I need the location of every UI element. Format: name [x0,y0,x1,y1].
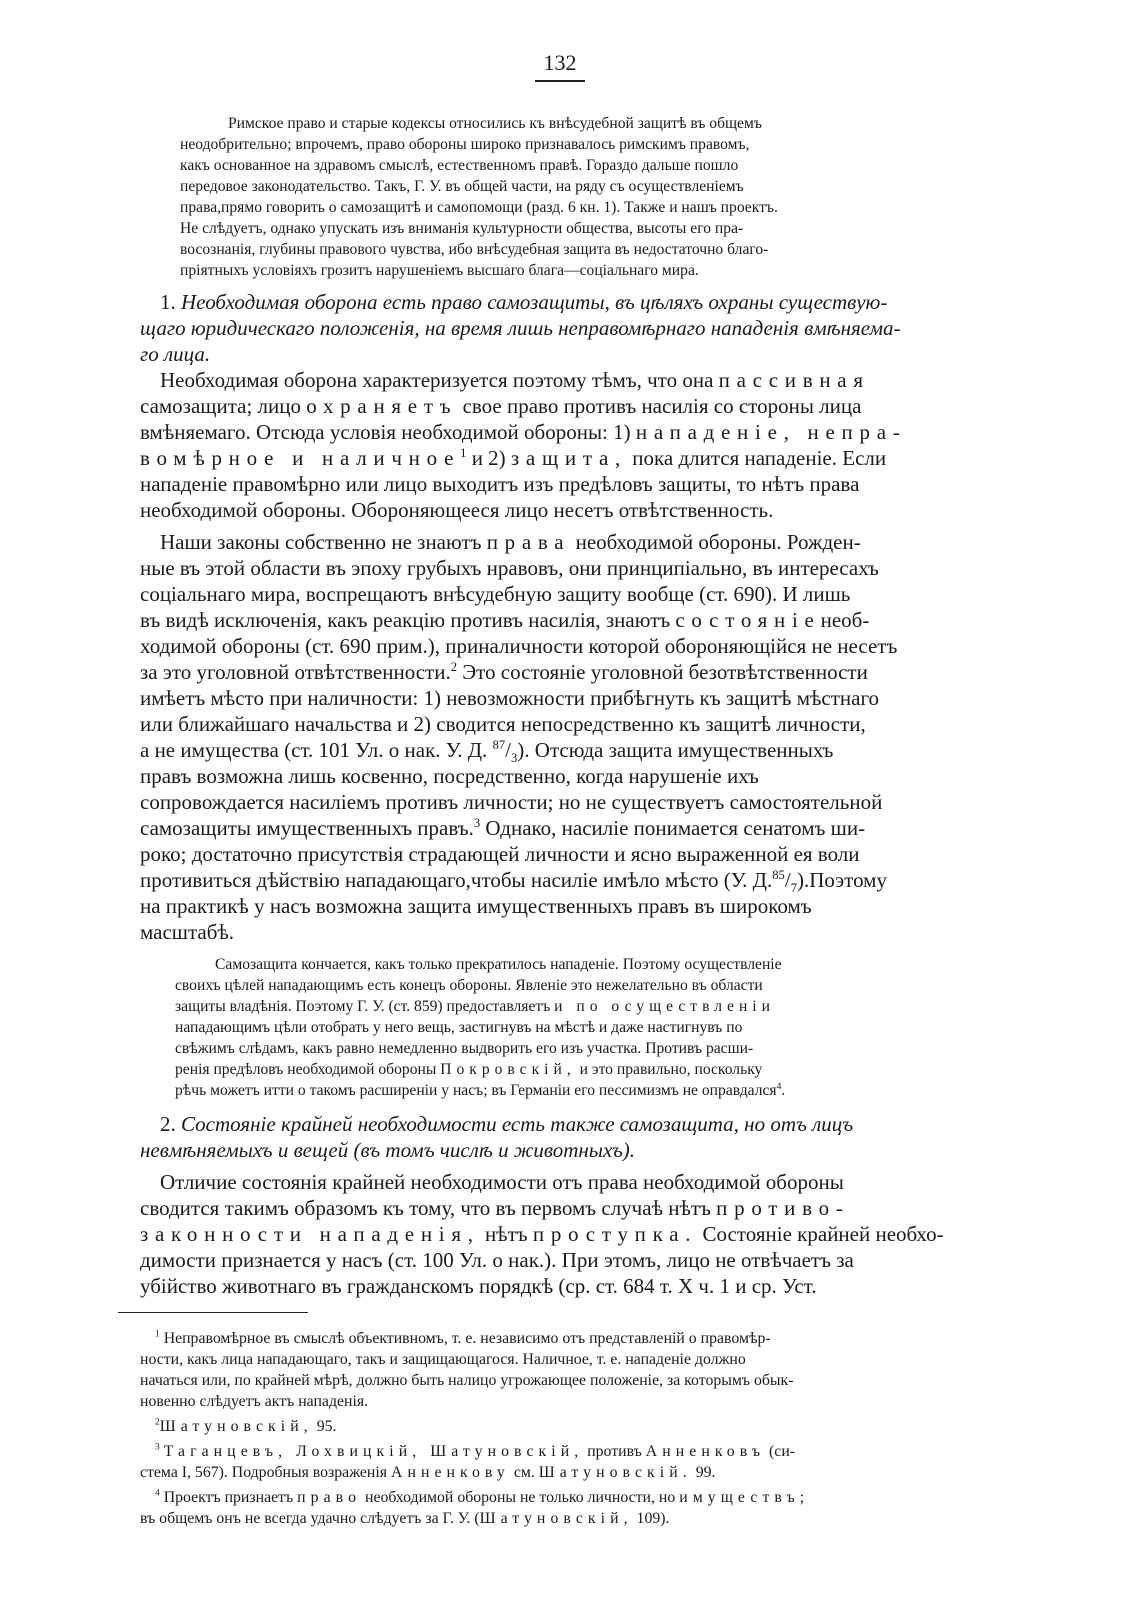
intro-line: какъ основанное на здравомъ смыслѣ, естественномъ правѣ. Гораздо дальше пошло [180,157,739,174]
paragraph-line: масштабѣ. [140,920,235,944]
paragraph-line: на практикѣ у насъ возможна защита имущественныхъ правъ въ широкомъ [140,894,812,918]
text-run: ). Отсюда защита имущественныхъ [517,738,834,762]
text-run: въ общемъ онъ не всегда удачно слѣдуетъ за Г. У. ( [140,1510,480,1527]
paragraph-line [140,1222,944,1247]
note-line [175,1061,762,1079]
text-run: самозащита; лицо [140,394,302,418]
footnote-line [140,1510,669,1528]
paragraph-line [140,446,886,471]
note-line [175,998,775,1016]
paragraph-line [140,420,906,445]
spaced-term: пассивная [718,368,870,392]
spaced-term: Шатуновскій, [479,1510,633,1527]
spaced-term: Шатуновскій. [538,1464,692,1481]
footnote-1 [155,1330,771,1348]
text-run: сводится такимъ образомъ къ тому, что въ первомъ случаѣ нѣтъ [140,1196,711,1220]
text-run: Состояніе крайней необхо- [702,1222,944,1246]
footnote-line: начаться или, по крайней мѣрѣ, должно быть налицо угрожающее положеніе, за которымъ обык- [140,1372,794,1389]
footnote-4 [155,1489,809,1507]
spaced-term: проступка. [532,1222,698,1246]
text-run: необходимой обороны не только личности, но [365,1489,676,1506]
paragraph-line [140,816,865,841]
text-run: Наши законы собственно не знаютъ [160,530,482,554]
spaced-term: и по осуществленіи [554,998,775,1015]
footnote-number: 1 [155,1329,160,1340]
text-run: Однако, насиліе понимается сенатомъ ши- [480,816,866,840]
text-run: самозащиты имущественныхъ правъ. [140,816,474,840]
page-number-rule [535,80,585,82]
spaced-term: права [486,530,571,554]
section-heading-line: го лица. [140,342,211,366]
section-heading-line: невмѣняемыхъ и вещей (въ томъ числѣ и животныхъ). [140,1138,635,1162]
footnote-ref: 4 [776,1081,782,1092]
footnote-line [140,1464,715,1482]
paragraph-line [140,608,869,633]
paragraph-line: имѣетъ мѣсто при наличности: 1) невозможности прибѣгнуть къ защитѣ мѣстнаго [140,686,880,710]
paragraph-line [140,1196,850,1221]
paragraph-line: необходимой обороны. Обороняющееся лицо несетъ отвѣтственность. [140,498,774,522]
note-line [175,1082,785,1100]
spaced-term: Таганцевъ, Лохвицкій, Шатуновскій, [163,1443,584,1460]
spaced-term: Покровскій, [440,1061,576,1078]
note-line: своихъ цѣлей нападающимъ есть конецъ обороны. Явленіе это нежелательно въ области [175,977,763,994]
paragraph-line: роко; достаточно присутствія страдающей личности и ясно выраженной ея воли [140,842,860,866]
text-run: и 2) [466,446,506,470]
spaced-term: защита, [510,446,627,470]
spaced-term: право [297,1489,362,1506]
intro-line: неодобрительно; впрочемъ, право обороны широко признавалось римскимъ правомъ, [180,136,750,153]
text-run: 95. [316,1418,337,1435]
note-line: Самозащита кончается, какъ только прекратилось нападеніе. Поэтому осуществленіе [215,956,782,973]
section-number: 1. [160,290,176,314]
text-run: за это уголовной отвѣтственности. [140,660,451,684]
intro-line: восознанія, глубины правового чувства, ибо внѣсудебная защита въ недостаточно благо- [180,241,769,258]
spaced-term: законности нападенія, [140,1222,480,1246]
footnote-number: 2 [155,1417,160,1428]
section-heading-1 [160,290,887,315]
spaced-term: охраняетъ [306,394,458,418]
footnote-line: новенно слѣдуетъ актъ нападенія. [140,1393,369,1410]
paragraph-line: ходимой обороны (ст. 690 прим.), приналичности которой обороняющійся не несетъ [140,634,898,658]
fraction-denominator: 7 [790,881,797,896]
fraction-numerator: 87 [492,738,506,752]
footnote-2 [155,1418,336,1436]
paragraph-line: а не имущества (ст. 101 Ул. о нак. У. Д. $^{87}/_3$). Отсюда защита имущественныхъ [140,738,834,766]
text-run: защиты владѣнія. Поэтому Г. У. (ст. 859) предоставляетъ [175,998,551,1015]
spaced-term: противо- [716,1196,850,1220]
section-heading-text: Необходимая оборона есть право самозащиты, въ цѣляхъ охраны существую- [181,290,888,314]
page-number: 132 [543,50,577,75]
text-run: пока длится нападеніе. Если [632,446,887,470]
paragraph-line: соціальнаго мира, воспрещаютъ внѣсудебную защиту вообще (ст. 690). И лишь [140,582,851,606]
text-run: см. [513,1464,535,1481]
footnote-3 [155,1443,795,1461]
spaced-term: состояніе [675,608,821,632]
text-run: Проектъ признаетъ [163,1489,294,1506]
text-run: а не имущества (ст. 101 Ул. о нак. У. Д. [140,738,488,762]
intro-line: передовое законодательство. Такъ, Г. У. въ общей части, на ряду съ осуществленіемъ [180,178,744,195]
spaced-term: Анненковъ [645,1443,766,1460]
intro-line: права,прямо говорить о самозащитѣ и самопомощи (разд. 6 кн. 1). Также и нашъ проектъ. [180,199,778,216]
paragraph-line [140,394,861,419]
footnote-number: 4 [155,1488,160,1499]
fraction-denominator: 3 [511,751,518,766]
section-number: 2. [160,1112,176,1136]
text-run: нѣтъ [484,1222,528,1246]
intro-line: Не слѣдуетъ, однако упускать изъ вниманія культурности общества, высоты его пра- [180,220,744,237]
paragraph-line: ные въ этой области въ эпоху грубыхъ нравовъ, они принципіально, въ интересахъ [140,556,879,580]
paragraph-line: правъ возможна лишь косвенно, посредственно, когда нарушеніе ихъ [140,764,759,788]
text-run: необходимой обороны. Рожден- [575,530,861,554]
text-run: вмѣняемаго. Отсюда условія необходимой обороны: 1) [140,420,631,444]
text-run: . [781,1082,786,1099]
text-run: 99. [695,1464,716,1481]
spaced-term: нападеніе, непра- [635,420,907,444]
text-run: Необходимая оборона характеризуется поэтому тѣмъ, что она [160,368,714,392]
section-heading-text: Состояніе крайней необходимости есть также самозащита, но отъ лицъ [181,1112,854,1136]
paragraph-line [160,368,870,393]
paragraph-line [140,660,868,685]
intro-line: пріятныхъ условіяхъ грозитъ нарушеніемъ высшаго блага—соціальнаго мира. [180,262,699,279]
spaced-term: имуществъ; [679,1489,810,1506]
footnote-number: 3 [155,1442,160,1453]
spaced-term: Шатуновскій, [159,1418,313,1435]
text-run: стема I, 567). Подробныя возраженія [140,1464,388,1481]
text-run: ).Поэтому [796,868,887,892]
text-run: ренія предѣловъ необходимой обороны [175,1061,437,1078]
text-run: противъ [587,1443,642,1460]
text-run: въ видѣ исключенія, какъ реакцію противъ насилія, знаютъ [140,608,671,632]
note-line: свѣжимъ слѣдамъ, какъ равно немедленно выдворить его изъ участка. Противъ расши- [175,1040,754,1057]
text-run: рѣчь можетъ итти о такомъ расширеніи у насъ; въ Германіи его пессимизмъ не оправдался [175,1082,777,1099]
section-heading-2 [160,1112,853,1137]
paragraph-line: сопровождается насиліемъ противъ личности; но не существуетъ самостоятельной [140,790,883,814]
paragraph-line: Отличие состоянія крайней необходимости отъ права необходимой обороны [160,1170,844,1194]
paragraph-line: или ближайшаго начальства и 2) сводится непосредственно къ защитѣ личности, [140,712,866,736]
text-run: Неправомѣрное въ смыслѣ объективномъ, т. е. независимо отъ представленій о правомѣр- [163,1330,771,1347]
footnote-ref: 3 [473,816,481,830]
text-run: Это состояніе уголовной безотвѣтственности [457,660,868,684]
section-heading-line: щаго юридическаго положенія, на время лишь неправомѣрнаго нападенія вмѣняема- [140,316,901,340]
paragraph-line: противиться дѣйствію нападающаго,чтобы насиліе имѣло мѣсто (У. $Д.^{85}/_7).Поэтому$ [140,868,887,896]
paragraph-line: убійство животнаго въ гражданскомъ порядкѣ (ср. ст. 684 т. X ч. 1 и ср. Уст. [140,1274,817,1298]
text-run: противиться дѣйствію нападающаго,чтобы насиліе имѣло мѣсто (У. Д. [140,868,773,892]
text-run: и это правильно, поскольку [579,1061,763,1078]
text-run: 109). [636,1510,670,1527]
footnote-ref: 1 [460,446,467,460]
intro-line: Римское право и старые кодексы относились къ внѣсудебной защитѣ въ общемъ [228,115,762,132]
spaced-term: Анненкову [390,1464,510,1481]
footnote-line: ности, какъ лица нападающаго, такъ и защищающагося. Наличное, т. е. нападеніе должно [140,1351,746,1368]
footnote-ref: 2 [450,660,458,674]
footnote-rule [118,1312,308,1313]
text-run: (си- [769,1443,796,1460]
fraction-numerator: 85 [772,868,785,882]
note-line: нападающимъ цѣли отобрать у него вещь, застигнувъ на мѣстѣ и даже настигнувъ по [175,1019,743,1036]
paragraph-line: нападеніе правомѣрно или лицо выходитъ изъ предѣловъ защиты, то нѣтъ права [140,472,860,496]
text-run: необ- [820,608,870,632]
spaced-term: вомѣрное и наличное [140,446,461,470]
text-run: свое право противъ насилія со стороны лица [462,394,862,418]
paragraph-line [160,530,861,555]
paragraph-line: димости признается у насъ (ст. 100 Ул. о нак.). При этомъ, лицо не отвѣчаетъ за [140,1248,854,1272]
